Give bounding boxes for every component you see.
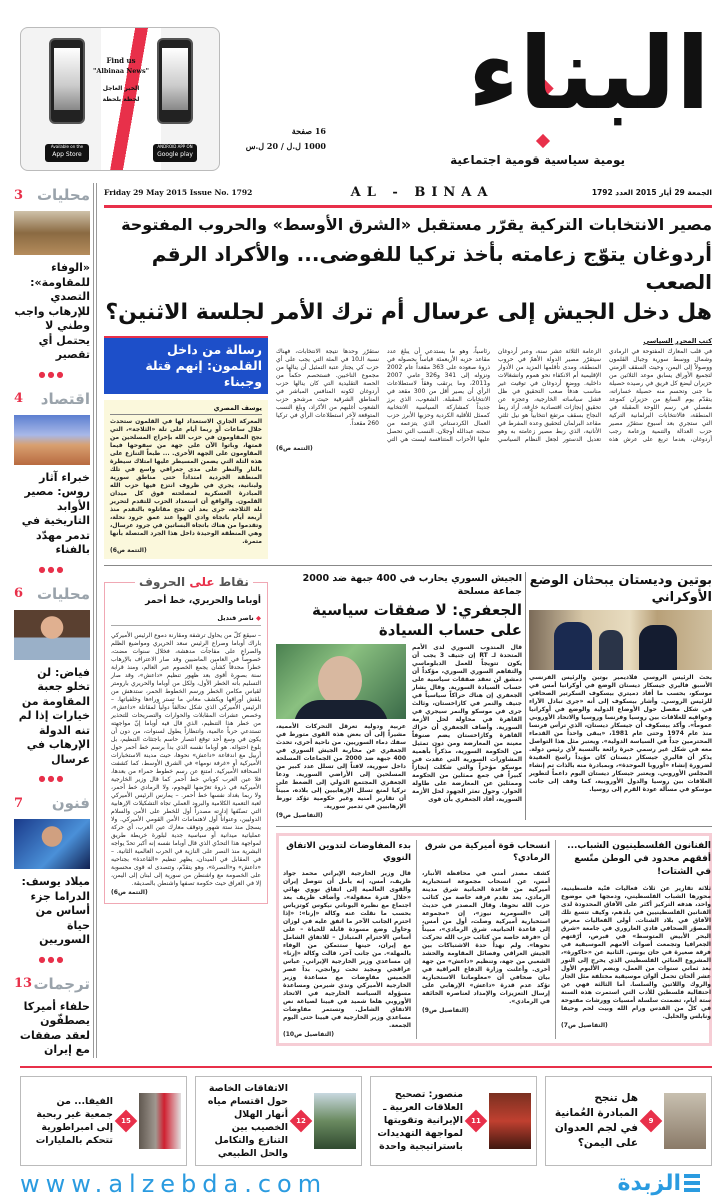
main-column [104,183,712,1058]
section-header [14,584,90,604]
box-divider [555,840,556,1039]
name-en: AL - BINAA [350,185,494,200]
sidebar-divider [93,183,97,1058]
slogan-text: الخبر العاجل [102,85,140,92]
continued-marker[interactable]: (التفاصيل ص9) [276,812,323,819]
author-diamond-icon: ◆ [256,614,261,622]
box-story[interactable] [283,840,411,1039]
teaser-fifa[interactable] [20,1076,187,1166]
badge-text: Google play [157,151,193,158]
palmyra-photo [14,415,90,465]
author-name: ناصر قنديل [217,614,254,622]
banner-text: نقاط [214,575,249,589]
sidebar-item-local-6[interactable] [14,584,90,794]
box-story-headline: بدء المفاوضات لتدوين الاتفاق النووي [286,841,411,863]
continued-marker[interactable]: (التتمة ص6) [110,547,147,554]
section-rule [104,565,712,566]
row-lead [104,336,712,559]
app-store-badge[interactable] [45,144,89,162]
section-label: اقتصاد [40,389,90,408]
teaser-photo [314,1093,356,1149]
jaafari-kicker: الجيش السوري يحارب في 400 جبهة ضد 2000 جماعة مسلحة [302,573,522,597]
lead-byline: كتب المحرر السياسي [643,337,712,345]
teaser-yemen[interactable] [545,1076,712,1166]
qalamoun-article [104,400,268,559]
story-divider [525,572,526,820]
sidebar-headline: فياض: لن تخلو جعبة المقاومة من خيارات إذا لم تنه الدولة الإرهاب في عرسال [18,665,90,766]
slogan-text: لحظة بلحظة [102,96,140,103]
jaafari-body-wrap [276,644,522,820]
author-name: يوسف المصري [110,404,262,415]
portrait-photo [14,610,90,660]
separator-dots: ●●● [38,774,66,783]
column-body: – سيقع كلّ من يحاول ترشفة ومقارنة دموع الرئيس الأميركي باراك أوباما وصراع الرئيس سعد الحريري ومواضيع الظلم والصراع على مفاجآت مدهشة، فخلال سنوات مضت، خصوصاً في العامين الماضيين وقد صار الاعتراف بالإرهاب خطراً محدقاً كشأن يجمع الخصوم عبر العالم، ومنذ قرابة سنة بصورة أقوى بعد ظهور تنظيم «داعش»، وقد صار التسليم بأنه الخطر الأول، ولكل من أوباما والحريري بارومتر لقياس مكامن الخطر ورسم الخطوط الحمر، ستدهش من يلقش أوراقها ويكشف معاني ما تستر وراءها وخلفياتها. – الرئيس الأميركي الذي شكل تحالفاً دولياً لمقاتلة «داعش»، وخصص عشرات المقابلات والحوارات والتصريحات للتحذير من خطر هذا التنظيم، الذي قال فيه أوباما إنّ مواجهته تستدعي حرباً عالمية، وانتظاراً يطول لسنوات، من دون أن يكون في وسع أحد توقع انتصار حاسم باجتثاث التنظيم، بل بلوغ احتوائه. هو أوباما نفسه الذي بدأ برسم خط أحمر حول أربيل مع اندفاعة «داعش» نحوها، حيث مدينة الاستخبارات الأميركية أو «غرفة نومها» في الشرق الأوسط، كما كشفت الصحافة الأميركية. امتنع عن رسم خطوط حمراء من بعدها، فلا عين العرب كوباني خط أحمر كما قال وزير الخارجية الأميركية في ذروة تعرّضها للهجوم، ولا الرمادي خط أحمر، ولا ربما بغداد نفسها خط أحمر. – يمارس الرئيس الأميركي لعبة التعمية الكلامية والبرود العملي تجاه التشكيلات الإرهابية التي تصنّفها إدارته مصدراً أول للخطر على الأمن والسلام الدوليين، وعنواناً أول لاهتمامات الأمن القومي الأميركي. ولا يسجل منذ ستة شهور وتوقف معارك عين العرب، أي حركة عملياتية ميدانية أو سياسية جدية لبلورة خريطة طريق لمواجهة هذا التحدّي الذي قال أوباما نفسه إنه أكبر تحدّ يواجه البشرية منذ النصر على النازية في الحرب العالمية الثانية. – في المقابل في الميدان، يظهر تنظيم «القاعدة» بجناحيه «داعش» و«النصرة»، وهو يتقدّم، وتتصدى له قوى محسوبة على الخصومة مع واشنطن من سورية إلى لبنان إلى اليمن، إلا في العراق حيث حكومة تصفها واشنطن بالصديقة. [111,632,261,887]
qalamoun-body: المعركة الجاري الاستعداد لها في القلمون ستحدث خلال ساعات أو ربما أيام على تلة «الثلاجة»، التي نجح المقاومون في حزب الله بإخراج المسلحين من قمتها، وباتوا الآن على جهة من سفوحها فيما المقاومون على الجهة الأخرى. ... طبعاً التنازع على هذه التلة التي يضمن المسيطر عليها امتلاك سيطرة بالنار والنظر على مدى جغرافي واسع في تلك المنطقة الجردية امتداداً حتى مناطق سورية ولبنانية، يجري في ظروف انتزع فيها حزب الله المبادرة العسكرية لمصلحته فوق كل ميدان القلمون. والواقع أن استعداد الحزب للتقدم لتحرير تلة الثلاجة، جرى بعد أن نجح مقاتلوه بالتقدم منذ أربعة أيام باتجاه وادي الهوا عند عمق جرود نحلة، وتقدموا من هناك باتجاه البساتين في جرود عرسال، وهي المنطقة الوحيدة داخل هذا الجرد المتصلة بأنها متمرة. [110,418,262,545]
jaafari-body-left: عربية ودولية تعرقل التحركات الأممية، مشيراً إلى أن بعض هذه القوى متورط في سفك دماء السوريين. من ناحية أخرى، تحدث الجعفري عن محاربة الجيش السوري في 400 جبهة ضد 2000 من الجماعات المسلحة داخل سورية، لافتاً إلى تسلل عدد كبير من المسلحين إلى الأراضي السورية. ودعا الجعفري المجتمع الدولي إلى الضغط على تركيا لمنع تسلل الإرهابيين إلى بلاده، مبيناً أن تقارير أمنية وغير حكومية تؤكد تورط الإرهابيين في تدمير سورية. [276,723,406,810]
masthead [0,0,720,183]
sidebar [14,183,90,1058]
section-header [14,974,90,994]
price: 1000 ل.ل / 20 ل.س [245,141,326,151]
page-number: 12 [296,1116,306,1125]
lead-headline[interactable]: أردوغان يتوّج زعامته بأخذ تركيا للفوضى... والأكراد الرقم الصعب [151,242,712,294]
column-headline[interactable]: أوباما والحريري، خط أحمر [145,596,261,606]
lead-kicker: مصير الانتخابات التركية يقرّر مستقبل «الشرق الأوسط» والحروب المفتوحة [121,215,712,234]
page-number: 15 [121,1116,131,1125]
putin-photo [529,610,712,670]
badge-small-text: ANDROID APP ON [157,144,193,149]
page-number: 3 [14,187,24,203]
qalamoun-headline-box[interactable] [104,336,268,394]
column-box [104,575,268,904]
sidebar-headline: «الوفاء للمقاومة»: التصدي للإرهاب واجب وطني لا يحتمل أي تقصير [14,261,90,361]
watermark-logo-text: الزبدة [617,1170,681,1196]
separator-dots: ●●● [38,564,66,574]
jaafari-body-right: قال المندوب السوري لدى الأمم المتحدة لـ RT إن جنيف 3 يجب أن يكون تتويجاً للعمل الدبلوماسي والتفاهم السوري السوري، مؤكداً أن دمشق لن تعقد صفقات سياسية على حساب السيادة السورية. وقال بشار الجعفري إن هناك حراكاً سياسياً في جنيف والنمر في كازاخستان، وثالث جرى في موسكو والنمر سيجري في القاهرة في محاولة لحل الأزمة السورية. وأضاف الجعفري أن حراك القاهرة وكازاخستان يضم صنوفاً معينة من المعارضة ومن دون تمثيل من الحكومة السورية، مذكراً بأهمية المشاورات السورية التي عقدت في موسكو مؤخراً والتي شكلت إنجازاً كبيراً في جمع ممثلين من الحكومة وممثلين عن المعارضة على طاولة الحوار. وحول تعثر الجهود لحل الأزمة السورية، أفاد الجعفري بأن قوى [412,644,522,803]
box-story[interactable] [422,840,550,1039]
box-story-headline: انسحاب قوة أميركية من شرق الرمادي؟ [424,841,550,863]
teasers-row [20,1076,712,1166]
stories-row [276,572,712,820]
box-story-headline: الفنانون الفلسطينيون الشباب... أفقهم محدود في الوطن متّسع في الشتات! [567,841,711,877]
phone-image [157,38,193,124]
page-number: 4 [14,391,24,406]
page-badge [290,1109,313,1132]
page-number: 7 [14,795,24,811]
teaser-photo [664,1093,706,1149]
qalamoun-story [104,336,268,559]
logo-text: البناء [467,15,710,132]
masthead-rule [104,205,712,208]
section-rule [276,826,712,827]
section-label: محليات [36,584,90,603]
separator-dots: ●●● [38,954,66,964]
column-author [111,613,261,626]
watermark-logo [618,1169,700,1199]
jaafari-story [276,572,522,820]
continued-marker[interactable]: (التتمة ص6) [276,445,313,452]
box-story-body: كشف مصدر أمني في محافظة الأنبار، أمس، عن انسحاب مجموعة استخبارية أميركية من قاعدة الحبانية شرق مدينة الرمادي، بعد تقدم فرقة خاصة من كتائب حزب الله نحوها. وقال المصدر في حديث إلى «السومرية نيوز»، إن «مجموعة استخبارية أميركية وصلت، أول من أمس، إلى قاعدة الحبانية، شرق الرمادي»، مبيناً أن «فرقة خاصة من كتائب حزب الله تحركت نحوها». ولم تهدأ حدة الاشتباكات بين الجيش العراقي وفصائل المقاومة والحشد الشعبي من جهة، وتنظيم «داعش» من جهة أخرى. وأعلنت وزارة الدفاع العراقية في بيان صحافي أن «معلوماتنا الاستخبارية تؤكد عدم قدرة «داعش» الإرهابي على إرسال التعزيزات والإمداد لعناصره الخائفة في الرمادي». [422,870,550,1005]
page-number: 9 [648,1116,654,1125]
putin-body: بحث الرئيس الروسي فلاديمير بوتين والرئيس الفرنسي الأسبق فاليري جيسكار ديستان الوضع في أوكرانيا أمس في موسكو، بحسب ما أفاد دميتري بيسكوف السكرتير الصحافي للرئيس الروسي. وأشار بيسكوف إلى أنه «جرى تبادل الآراء في شكل مفصل حول الأوضاع الدولية والوضع في أوكرانيا وعواقبه للعلاقات بين روسيا وفرنسا وروسيا والاتحاد الأوروبي عموماً». وأكد بيسكوف أن جيسكار ديستان، الذي ترأس فرنسا منذ عام 1974 وحتى عام 1981، «يبقى واحداً من القدماء المحترمين جداً في السياسة الدولية». ويعتبر مثل هذا التواصل معه في شكل غير رسمي خبرة رائعة بالنسبة لأي رئيس دولة. يذكر أن فاليري جيسكار ديستان كان مؤيداً راسخ العقيدة لضرورة إنشاء «أوروبا الموحدة»، وبمبادرة منه بالذات تم إنشاء المجلس الأوروبي. ويعتبر جيسكار ديستان اليوم داعماً لتطوير العلاقات بين روسيا والدول الأوروبية، كما وقف إلى جانب موسكو في مسألة عودة القرم إلى روسيا. [529,674,713,793]
tagline: يومية سياسية قومية اجتماعية [450,153,625,167]
date-en: Friday 29 May 2015 Issue No. 1792 [104,188,253,197]
google-play-badge[interactable] [153,144,197,162]
dateline [104,183,712,203]
teaser-photo [139,1093,181,1149]
newspaper-logo [390,0,710,150]
sidebar-headline: حلفاء أميركا يصطفّون لعقد صفقات مع إيران [19,999,90,1056]
banner-text-accent: على [189,575,215,589]
badge-text: App Store [52,151,82,158]
box-story[interactable] [561,840,711,1039]
page-number: 13 [14,976,33,991]
page-count: 16 صفحة [291,126,326,136]
putin-story [529,572,712,820]
page-number: 6 [14,586,24,601]
sidebar-item-local-3[interactable] [14,185,90,389]
page-badge [465,1109,488,1132]
lead-headline-2[interactable]: هل دخل الجيش إلى عرسال أم ترك الأمر لجلسة الاثنين؟ [105,300,712,325]
bottom-rule [20,1066,712,1068]
content-row [14,183,712,1058]
sidebar-item-arts-7[interactable] [14,793,90,974]
section-header [14,793,90,813]
sidebar-headline: خبراء آثار روس: مصير الأوابد التاريخية في تدمر مهدّد بالفناء [21,470,90,556]
continued-marker[interactable]: (التفاصيل ص7) [561,1022,608,1029]
teaser-headline: منصور: تصحيح العلاقات العربية ـ الإيرانية وتقويتها لمواجهة التهديدات باستراتيجية واحدة [377,1089,463,1152]
find-us-text: Find us [106,56,136,65]
sidebar-headline: ميلاد يوسف: الدراما جزء أساس من حياة السوريين [21,875,90,946]
continued-marker[interactable]: (التفاصيل ص10) [283,1031,334,1038]
row-second [104,572,712,1046]
section-label: فنون [51,794,90,812]
putin-headline[interactable]: بوتين وديستان يبحثان الوضع الأوكراني [529,573,712,605]
lead-body: في قلب المعارك المفتوحة في الرمادي وشمال ووسط سورية وجبال القلمون ووصولاً إلى اليمن، وحيث السقف الزمني لتجميع الأوراق يسابق موعد الثلاثين من حزيران ليضع كل فريق في رصيده حصيلة ما جنى وتحسم منه حصيلة خساراته، يتقدّم يوم السابع من حزيران كموعد مفصلي في رسم اللوحة المقبلة في المنطقة، فالانتخابات البرلمانية التركية التي ستجري بعد أسبوع ستقرّر مصير حزب العدالة والتنمية وزعامة رجب أردوغان، بعدما تربع على عرش هذه الزعامة الثلاثة عشر سنة، وعبر أردوغان سيتقرّر مصير الدولة الأهمّ في حروب المنطقة، ومدى تأقلمها المزيد من الأدوار الإقليمية أم الانكفاء نحو هموم وانشغالات داخلية. ووضع أردوغان في توقيت غير مناسب هدفاً صعب التحقيق في ظل فشل سياساته الخارجية، وعجزه عن تحقيق إنجازات اقتصادية خارقة، أراد ربط النجاح بسقف مرتفع انتخابياً هو نيل ثلثي مقاعد البرلمان لتحقيق وعده المفرط في الأنانية، الذي ربط مصير زعامته به وهو تعديل الدستور لجعل النظام السياسي رئاسياً، وهو ما يستدعي أن يبلغ عدد مقاعد حزبه الأربعمئة قياساً بحصوله في ذروة صعوده على 363 مقعداً عام 2002 ونزوله إلى 341 و326 عامي 2007 و2011، وما يرتقب وفقاً لاستطلاعات الرأي أن يصير أقل من 300 مقعد في الانتخابات المقبلة. الشعوب، الذي برز جديداً كمشاركة السياسية الانتخابية كممثل للأقلية الكردية وحزبها الأبرز حزب العمال الكردستاني الذي يتزعمه من سجنه عبدالله أوجلان. النسب التي تحصل عليها الأحزاب المتنافسة ليست هي التي ستقرّر وحدها نتيجة الانتخابات، فهناك نسبة الـ10 في المئة التي يجب على أي حزب كي يجتاز عتبة التمثيل أن ينالها من مجموع الناخبين. فستحصم حكماً من الحصة التقليدية التي كان ينالها حزب أردوغان لكونه المنافس المباشر في المناطق الشرقية حيث مرشحو حزب الشعوب أغلبهم من الأكراد، وبلغ النسب المتوقعة لآخر استطلاعات الرأي في تركيا 260 مقعداً. [276,348,712,443]
app-ad[interactable] [20,27,220,171]
section-label: ترجمات [33,974,90,993]
date-ar: الجمعة 29 أيار 2015 العدد 1792 [591,188,712,197]
watermark [20,1169,700,1199]
banner-text: الحروف [139,575,190,589]
menu-lines-icon [684,1174,700,1194]
meeting-photo [14,211,90,255]
app-name-text: "Albinaa News" [92,67,150,75]
separator-dots: ●●● [38,369,66,379]
jaafari-left [276,644,406,820]
watermark-url: www.alzebda.com [20,1169,328,1198]
continued-marker[interactable]: (التفاصيل ص9) [422,1007,469,1014]
page-badge [115,1109,138,1132]
section-label: محليات [36,186,90,204]
jaafari-headline[interactable]: الجعفري: لا صفقات سياسية على حساب السيادة [311,601,522,639]
section-header [14,185,90,205]
box-story-body: قال وزير الخارجية الإيراني محمد جواد ظريف، أمس، إنه يأمل أن تتوصل إيران والقوى العالمية إلى اتفاق نووي نهائي «خلال فترة معقولة». وأضاف ظريف بعد اجتماع مع نظيره اليوناني نيكوس كوتزياس بحسب ما نقلت عنه وكالة «إرنا»: «إذا احترم الجانب الآخر ما اتفق عليه في لوزان وحاول وضع مسودة قابلة للحياة – على أساس الاحترام المتبادل – للاتفاق الشامل مع إيران، حينها ستتمكن من الوفاء بالمهلة». من جانب آخر، قالت وكالة «إرنا» إن مساعدي وزير الخارجية الإيراني، عباس عراقجي ومجيد تخت روانجي، بدآ عصر الخميس مفاوضات مع مساعدة وزير الخارجية الأميركي وندي شيرمن ومساعدة مسؤولة السياسة الخارجية في الاتحاد الأوروبي هلغا شميد في فيينا لصياغة نص الاتفاق الشامل. وتستمر مفاوضات مساعدي وزير الخارجية في فيينا حتى اليوم الجمعة. [283,870,411,1029]
sidebar-item-translations-13[interactable] [14,974,90,1058]
teaser-water[interactable] [195,1076,362,1166]
jaafari-photo [276,644,406,719]
right-part [276,572,712,1046]
page-badge [640,1109,663,1132]
teaser-mansour[interactable] [370,1076,537,1166]
box-divider [416,840,417,1039]
qalamoun-headline: رسالة من داخل القلمون: إنهم قتلة وجبناء [145,342,262,389]
teaser-headline: هل تنجح المبادرة العُمانية في لجم العدوان على اليمن؟ [554,1091,638,1149]
actor-photo [14,819,90,869]
teaser-photo [489,1093,531,1149]
column-banner [135,574,253,590]
box-story-body: ثلاثة تقارير عن ثلاث فعاليات فنّية فلسطينية، محورها الشباب الفلسطيني، ودمجها في موضوع واحد، هدفه التركيز أكثر على الآفاق المحدودة لدى الفنانين الفلسطينيين في بلدهم، وكيف تتسع تلك الآفاق في بلاد الشتات. أولى الفعاليات معرض المصوّر الصحافي فادي العاروري في جامعة «شرق البحر الأبيض المتوسط» في قبرص، أرّقتهم الجغرافيا وتجمعت أصوات ألامهم الموسيقية في فرقة صغيرة في خان يونس. الثانية عن «حاكورة»، المشروع الغنائي الفلسطيني الذي يخرج إلى النور بعد ثماني سنوات من العمل، ويضم الألبوم الأول عشر ألحان تحمل ألوان موسيقية مختلفة مثل الجاز والروك واللاتين والسلسا. أما الثالثة فهي عن احتفالية فلسطين للأدب التي استمرت هذه السنة ستة أيام، تضمنت سلسلة أمسيات وورشات مفتوحة في كلّ من القدس ورام الله وبيت لحم وحيفا ونابلس والخليل. [561,885,711,1020]
badge-small-text: Available on the [50,144,84,149]
continued-marker[interactable]: (التتمة ص6) [111,889,148,896]
section-header [14,389,90,409]
teaser-headline: الفيفا... من جمعية غير ربحية إلى امبراطورية تتحكم بالمليارات [35,1095,113,1146]
news-box [276,833,712,1046]
page-number: 11 [471,1116,481,1125]
sidebar-item-economy-4[interactable] [14,389,90,584]
phone-image [49,38,85,124]
lead-article [276,336,712,453]
teaser-headline: الاتفاقات الخاصة حول اقتسام مياه أنهار الهلال الخصيب بين التنازع والتكامل والحل الطبيعي [207,1082,288,1159]
